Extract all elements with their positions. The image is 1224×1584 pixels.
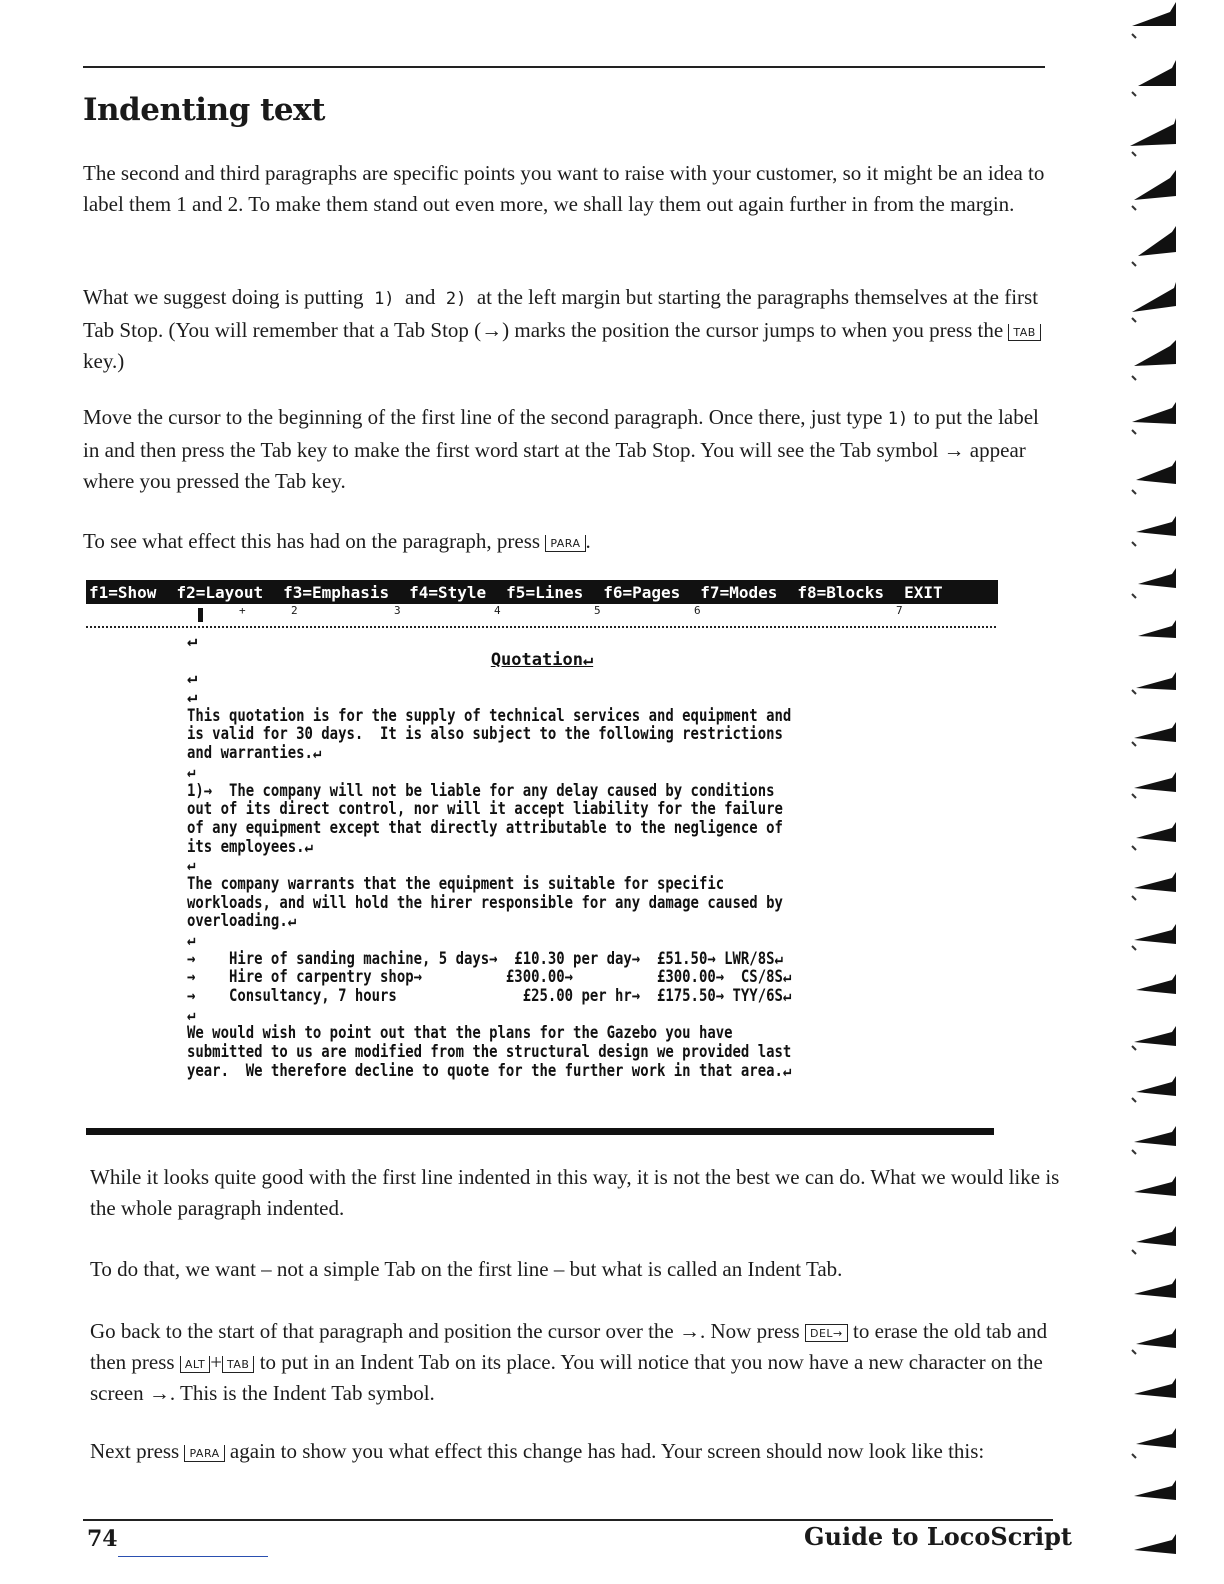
menu-exit: EXIT (904, 582, 943, 602)
screen-line: its employees.↵ (187, 836, 313, 857)
screen-line: and warranties.↵ (187, 743, 322, 764)
paragraph-indent-tab: To do that, we want – not a simple Tab on the first line – but what is called an Indent Tab. (90, 1257, 843, 1281)
paragraph-move-cursor (83, 402, 1058, 497)
tab-key-icon: TAB (222, 1356, 254, 1373)
screen-line: ↵ (187, 1004, 196, 1025)
text-run: Go back to the start of that paragraph and position the cursor over the →. Now press (90, 1319, 800, 1343)
screen-line: out of its direct control, nor will it accept liability for the failure (187, 799, 783, 820)
text-run: Next press (90, 1439, 180, 1463)
paragraph-tab-stop (83, 282, 1058, 377)
paragraph-go-back (90, 1316, 1060, 1409)
paragraph-next-press (90, 1436, 1060, 1467)
ruler-number: 6 (694, 604, 701, 617)
top-rule (83, 66, 1045, 68)
text-run: To see what effect this has had on the paragraph, press (83, 529, 541, 553)
menu-f4-style: f4=Style (409, 582, 487, 602)
page-number: 74 (87, 1526, 118, 1552)
screen-line: We would wish to point out that the plans for the Gazebo you have (187, 1023, 733, 1044)
menu-f5-lines: f5=Lines (506, 582, 584, 602)
menu-f3-emphasis: f3=Emphasis (283, 582, 390, 602)
price-table-row: → Hire of sanding machine, 5 days→ £10.30 per day→ £51.50→ LWR/8S↵ (187, 948, 783, 969)
section-heading: Indenting text (83, 92, 325, 128)
text-run: and (405, 285, 436, 309)
bottom-rule (83, 1519, 1053, 1521)
code-label: 1) (374, 289, 395, 309)
footer-book-title: Guide to LocoScript (804, 1522, 1072, 1551)
text-run: What we suggest doing is putting (83, 285, 364, 309)
screen-line: ↵ (187, 631, 198, 651)
del-key-icon: DEL→ (805, 1324, 848, 1342)
price-table-row: → Consultancy, 7 hours £25.00 per hr→ £175.50→ TYY/6S↵ (187, 986, 792, 1007)
price-table-row: → Hire of carpentry shop→ £300.00→ £300.00→ CS/8S↵ (187, 967, 792, 988)
alt-key-icon: ALT (180, 1356, 210, 1373)
paragraph-see-effect (83, 526, 1058, 557)
screen-line: ↵ (187, 855, 196, 876)
text-run: to put in an Indent Tab on its place. You will notice that you now have a new character on the screen →. This is the Indent Tab symbol. (90, 1350, 1043, 1405)
screen-line: ↵ (187, 668, 198, 689)
screen-line: of any equipment except that directly attributable to the negligence of (187, 817, 783, 838)
menu-f6-pages: f6=Pages (603, 582, 681, 602)
function-key-menu-bar (86, 580, 998, 604)
paragraph-not-best: While it looks quite good with the first line indented in this way, it is not the best we can do. What we would like is the whole paragraph indented. (90, 1165, 1060, 1220)
screen-line: workloads, and will hold the hirer responsible for any damage caused by (187, 892, 783, 913)
code-label: 2) (445, 289, 467, 309)
document-screen-text (187, 632, 977, 1081)
menu-f8-blocks: f8=Blocks (797, 582, 885, 602)
ruler-number: 3 (394, 604, 401, 617)
text-run: Move the cursor to the beginning of the first line of the second paragraph. Once there, just type (83, 405, 883, 429)
screen-line: ↵ (187, 930, 196, 950)
screen-line: year. We therefore decline to quote for the further work in that area.↵ (187, 1060, 792, 1081)
text-run: . (585, 529, 591, 553)
ruler-number: 5 (594, 604, 601, 617)
screen-line: overloading.↵ (187, 911, 297, 932)
tab-ruler (86, 606, 996, 628)
tab-key-icon: TAB (1008, 324, 1040, 341)
screen-line: ↵ (187, 687, 198, 708)
menu-f7-modes: f7=Modes (700, 582, 778, 602)
text-run: key.) (83, 349, 125, 373)
page-number-underline (118, 1556, 268, 1557)
para-key-icon: PARA (545, 535, 585, 552)
screen-line: 1)→ The company will not be liable for any delay caused by conditions (187, 780, 775, 801)
ruler-number: 2 (291, 604, 298, 617)
menu-f1-show: f1=Show (89, 582, 157, 602)
ruler-tab-mark: + (239, 604, 246, 617)
text-run: to erase the old tab and then press (90, 1319, 1048, 1374)
ruler-number: 7 (896, 604, 903, 617)
code-label: 1) (887, 409, 909, 429)
binding-marks-icon (1120, 0, 1224, 1584)
screen-line: ↵ (187, 761, 196, 782)
screen-line: is valid for 30 days. It is also subject to the following restrictions (187, 724, 783, 745)
para-key-icon: PARA (184, 1445, 224, 1462)
text-run: to put the label in and then press the Tab key to make the first word start at the Tab Stop. You will see the Tab symbol → appear where you pressed the Tab key. (83, 405, 1039, 493)
text-cursor (198, 608, 203, 622)
text-run: again to show you what effect this change has had. Your screen should now look like this: (229, 1439, 985, 1463)
plus-sign: + (210, 1350, 223, 1374)
screen-title: Quotation↵ (490, 649, 594, 670)
screen-line: submitted to us are modified from the structural design we provided last (187, 1042, 792, 1063)
ruler-number: 4 (494, 604, 501, 617)
screen-line: This quotation is for the supply of technical services and equipment and (187, 705, 792, 726)
screen-line: The company warrants that the equipment is suitable for specific (187, 873, 725, 894)
text-run: at the left margin but starting the paragraphs themselves at the first Tab Stop. (You will remember that a Tab Stop (→) marks the position the cursor jumps to when you press the (83, 285, 1039, 342)
screen-end-bar (86, 1128, 994, 1135)
menu-f2-layout: f2=Layout (176, 582, 264, 602)
paragraph-intro: The second and third paragraphs are specific points you want to raise with your customer, so it might be an idea to label them 1 and 2. To make them stand out even more, we shall lay them out again further in from the margin. (83, 161, 1045, 216)
